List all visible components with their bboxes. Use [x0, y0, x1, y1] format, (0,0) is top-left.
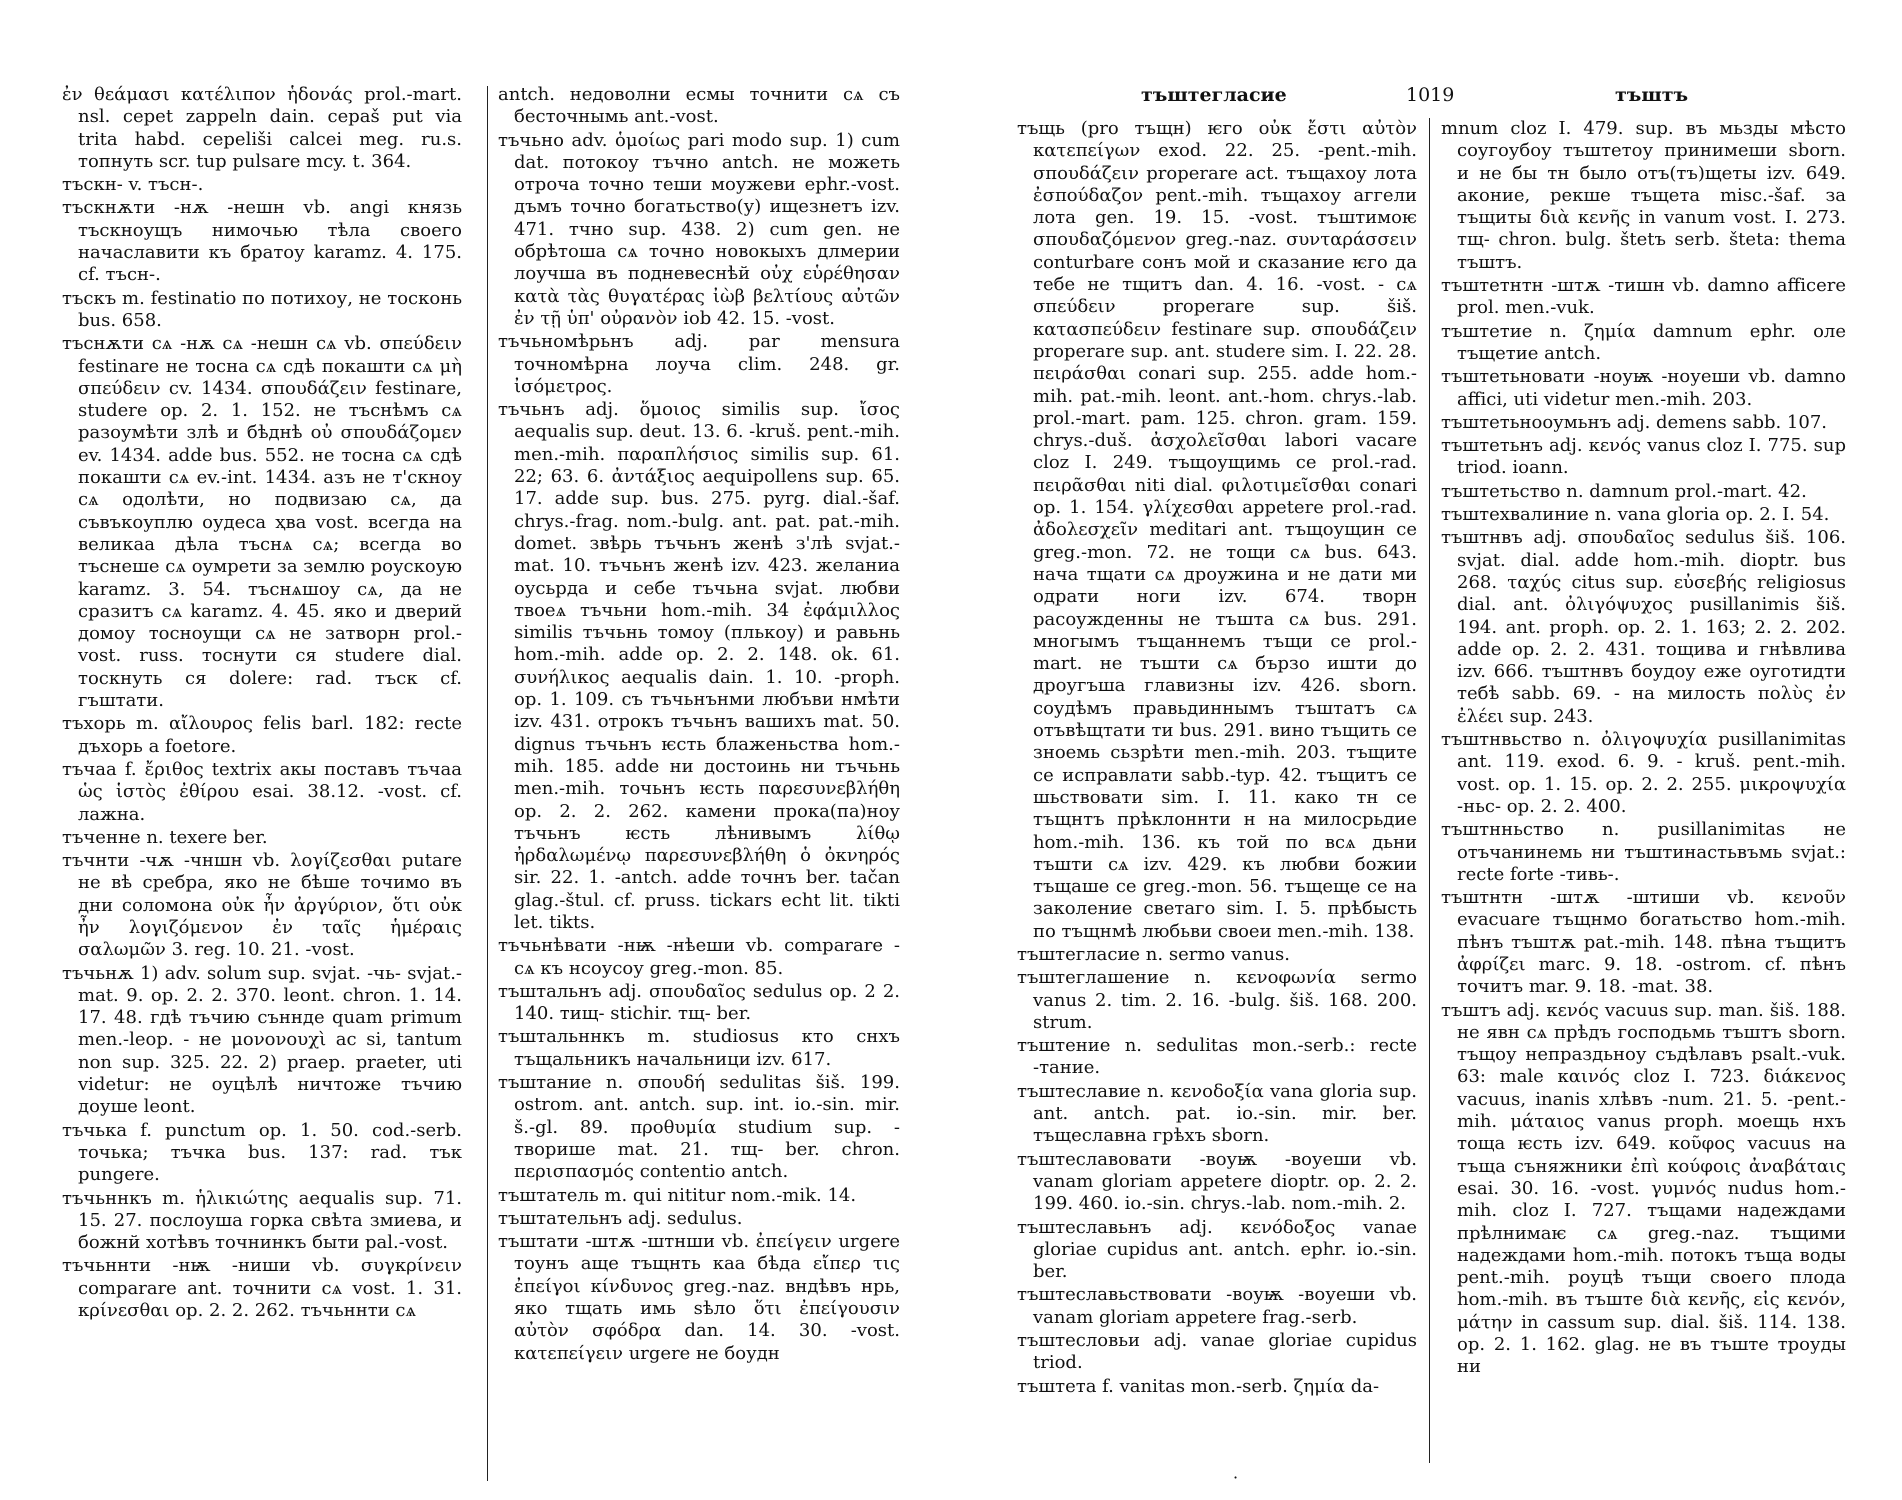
running-header-right: тъштъ	[1615, 84, 1689, 106]
dictionary-entry: тъштеславьнъ adj. κενόδοξος vanae gloriae cupidus ant. antch. ephr. io.-sin. ber.	[1017, 1216, 1417, 1283]
dictionary-entry: тъштеглашение n. κενοφωνία sermo vanus 2. tim. 2. 16. -bulg. šiš. 168. 200. strum.	[1017, 967, 1417, 1033]
dictionary-entry: тъштетие n. ζημία damnum ephr. оле тъщетие antch.	[1441, 320, 1846, 364]
dictionary-entry: тъчька f. punctum op. 1. 50. cod.-serb. точька; тъчка bus. 137: rad. тък pungere.	[62, 1119, 462, 1186]
dictionary-entry: тъштеславие n. κενοδοξία vana gloria sup. ant. antch. pat. io.-sin. mir. ber. тъщеславна грѣхъ sborn.	[1017, 1080, 1417, 1147]
dictionary-entry: тъчьномѣрьнъ adj. par mensura точномѣрна лоуча clim. 248. gr. ἰσόμετρος.	[498, 331, 900, 397]
dictionary-entry: тъштальнъ adj. σπουδαῖος sedulus op. 2 2. 140. тищ- stichir. тщ- ber.	[498, 980, 900, 1025]
dictionary-entry: тъчнти -чѫ -чншн vb. λογίζεσθαι putare не вѣ сребра, яко не бѣше точимо въ дни соломона οὐκ ἦν ἀργύριον, ὅτι οὐκ ἦν λογιζόμενον ἐν ταῖς ἡμέραις σαλωμῶν 3. reg. 10. 21. -vost.	[62, 850, 462, 961]
dictionary-entry: тъштнвьство n. ὀλιγοψυχία pusillanimitas ant. 119. exod. 6. 9. - kruš. pent.-mih. vost. op. 1. 15. op. 2. 2. 255. μικροψυχία -ньс- op. 2. 2. 400.	[1441, 729, 1846, 817]
dictionary-entry: тъштальннкъ m. studiosus кто снхъ тъщальникъ начальници izv. 617.	[498, 1026, 900, 1070]
dictionary-entry: тъштъ adj. κενός vacuus sup. man. šiš. 188. не явн сѧ прѣдъ господьмь тъштъ sborn. тъщоу непраздьноу съдѣлавъ psalt.-vuk. 63: male καινός cloz I. 723. διάκενος vacuus, inanis хлѣвъ -num. 21. 5. -pent.-mih. μάταιος vanus proph. моещь нхъ тоща ѥсть izv. 649. κοῦφος vacuus на тъща съняжники ἐπὶ κούφοις ἀναβάταις esai. 30. 16. -vost. γυμνός nudus hom.-mih. cloz I. 727. тъщами надеждами прѣлнимаѥ сѧ greg.-naz. тъщими надеждами hom.-mih. потокъ тъща воды pent.-mih. роуцѣ тъщи своего плода hom.-mih. въ тъште διὰ κενῆς, εἰς κενόν, μάτην in cassum sup. dial. šiš. 114. 138. op. 2. 1. 162. glag. не въ тъште троуды ни	[1441, 999, 1846, 1378]
dictionary-entry: тъштетьновати -ноуѭ -ноуеши vb. damno affici, uti videtur men.-mih. 203.	[1441, 366, 1846, 410]
dictionary-entry: тъснѫти сѧ -нѫ сѧ -нешн сѧ vb. σπεύδειν festinare не тосна сѧ сдѣ покашти сѧ μὴ σπεύδειν cv. 1434. σπουδάζειν festinare, studere op. 2. 1. 152. не тъснѣмъ сѧ разоумѣти злѣ и бѣднѣ οὐ σπουδάζομεν ev. 1434. adde bus. 552. не тосна сѧ сдѣ покашти сѧ ev.-int. 1434. азъ не т'скноу сѧ одолѣти, но подвизаю сѧ, да съвъкоуплю оудеса ҳва vost. всегда на великаа дѣла тъснѧ сѧ; всегда во тъснеше сѧ оумрети за землю роускоую karamz. 3. 54. тъснѧшоу сѧ, да не сразитъ сѧ karamz. 4. 45. яко и дверий домоу тосноущи сѧ не затворн prol.-vost. russ. тоснути ся studere dial. тоскнуть ся dolere: rad. тъск cf. гъштати.	[62, 333, 462, 712]
dictionary-entry: mnum cloz I. 479. sup. въ мьзды мѣсто соугоубоу тъштетоу принимеши sborn. и не бы тн было отъ(тъ)щеты izv. 649. аконие, рекше тъщета misc.-šaf. за тъщиты διὰ κενῆς in vanum vost. I. 273. тщ- chron. bulg. štetъ serb. šteta: thema тъштъ.	[1441, 118, 1846, 273]
dictionary-entry: тъченне n. texere ber.	[62, 826, 268, 848]
column-divider	[1429, 118, 1430, 1463]
dictionary-entry: тъштетьство n. damnum prol.-mart. 42.	[1441, 480, 1807, 502]
dictionary-entry: тъштание n. σπουδή sedulitas šiš. 199. ostrom. ant. antch. sup. int. io.-sin. mir. š.-gl. 89. προθυμία studium sup. - творише mat. 21. тщ- ber. chron. περισπασμός contentio antch.	[498, 1072, 900, 1183]
dictionary-entry: тъчьнѣвати -нѭ -нѣеши vb. comparare - сѧ къ нсоусоу greg.-mon. 85.	[498, 935, 900, 979]
dictionary-entry: тъштехвалиние n. vana gloria op. 2. I. 54.	[1441, 504, 1830, 526]
dictionary-entry: тъскнѫти -нѫ -нешн vb. angi князь тъскноущъ нимочью тѣла своего начаславити къ братоу karamz. 4. 175. cf. тъсн-.	[62, 197, 462, 286]
dictionary-entry: тъштеглаcие n. sermo vanus.	[1017, 943, 1291, 965]
dictionary-entry: тъштнтн -штѫ -штиши vb. κενοῦν evacuare тъщнмо богатьство hom.-mih. пѣнъ тъштѫ pat.-mih. 148. пѣна тъщитъ ἀφρίζει marc. 9. 18. -ostrom. cf. пѣнъ точитъ mar. 9. 18. -mat. 38.	[1441, 887, 1846, 998]
dictionary-entry: тъштесловьи adj. vanae gloriae cupidus triod.	[1017, 1330, 1417, 1374]
footer-mark: ·	[1233, 1468, 1239, 1487]
dictionary-entry: тъштеславовати -воуѭ -воуеши vb. vanam gloriam appetere dioptr. op. 2. 2. 199. 460. io.-sin. chrys.-lab. nom.-mih. 2.	[1017, 1148, 1417, 1215]
dictionary-entry: тъчьно adv. ὁμοίως pari modo sup. 1) cum dat. потокоу тъчно antch. не можеть отроча точно теши моужеви ephr.-vost. дъмъ точно богатьство(у) ищезнетъ izv. 471. тчно sup. 438. 2) cum gen. не обрѣтоша сѧ точно новокыхъ длмерии лоучша въ подневеснѣй οὐχ εὑρέθησαν κατὰ τὰς θυγατέρας ἰὼβ βελτίους αὐτῶν ἐν τῇ ὑπ' οὐρανὸν iob 42. 15. -vost.	[498, 129, 900, 329]
right-page-column-1	[1017, 118, 1417, 1498]
dictionary-entry: тъштеславьствовати -воуѭ -воуеши vb. vanam gloriam appetere frag.-serb.	[1017, 1284, 1417, 1328]
dictionary-entry: ἐν θεάμασι κατέλιπον ἡδονάς prol.-mart. nsl. cepet zappeln dain. cepaš put via trita habd. cepeliši calcei meg. ru.s. топнуть scr. tup pulsare mcy. t. 364.	[62, 84, 462, 172]
dictionary-entry: тъчьнѫ 1) adv. solum sup. svjat. -чь- svjat.-mat. 9. op. 2. 2. 370. leont. chron. 1. 14. 17. 48. гдѣ тъчию съннде quam primum men.-leop. - не μονονουχὶ ac si, tantum non sup. 325. 22. 2) praep. praeter, uti videtur: не оуцѣлѣ ничтоже тъчию доуше leont.	[62, 962, 462, 1118]
page-number: 1019	[1406, 84, 1455, 106]
dictionary-entry: тъчьннти -нѭ -ниши vb. συγκρίνειν comparare ant. точнити сѧ vost. 1. 31. κρίνεσθαι op. 2. 2. 262. тъчьннти сѧ	[62, 1255, 462, 1322]
dictionary-entry: тъштательнъ adj. sedulus.	[498, 1207, 743, 1229]
dictionary-entry: тъштнвъ adj. σπουδαῖος sedulus šiš. 106. svjat. dial. adde hom.-mih. dioptr. bus 268. ταχύς citus sup. εὐσεβής religiosus dial. ant. ὀλιγόψυχος pusillanimis šiš. 194. ant. proph. op. 2. 1. 163; 2. 2. 202. adde op. 2. 2. 431. тощива и гнѣвлива izv. 666. тъштнвъ боудоу еже оуготидти тебѣ sabb. 69. - на милость πολὺς ἐν ἐλέει sup. 243.	[1441, 527, 1846, 727]
dictionary-entry: тъштета f. vanitas mon.-serb. ζημία da-	[1017, 1375, 1380, 1397]
right-page-column-2	[1441, 118, 1846, 1498]
dictionary-entry: тъчьннкъ m. ἡλικιώτης aequalis sup. 71. 15. 27. послоуша горка свѣта змиева, и божнй хотѣвъ точнинкъ быти pal.-vost.	[62, 1187, 462, 1254]
dictionary-entry: тъскъ m. festinatio по потихоу, не тосконь bus. 658.	[62, 287, 462, 331]
dictionary-entry: тъчьнъ adj. ὅμοιος similis sup. ἴσος aequalis sup. deut. 13. 6. -kruš. pent.-mih. men.-mih. παραπλήσιος similis sup. 61. 22; 63. 6. ἀντάξιος aequipollens sup. 65. 17. adde sup. bus. 275. pyrg. dial.-šaf. chrys.-frag. nom.-bulg. ant. pat. pat.-mih. domet. звѣрь тъчьнъ женѣ з'лѣ svjat.-mat. 10. тъчьнъ женѣ izv. 423. желаниа оусьрда и себе тъчьна svjat. любви твоеѧ тъчьни hom.-mih. 34 ἐφάμιλλος similis тъчьнь томоу (плькоу) и равьнь hom.-mih. adde op. 2. 2. 148. ok. 61. συνήλικος aequalis dain. 1. 10. -proph. op. 1. 109. съ тъчьнънми любъви нмѣти izv. 431. отрокъ тъчьнъ вашихъ mat. 50. dignus тъчьнъ ѥсть блаженьства hom.-mih. 185. adde ни достоинь ни тъчьнь men.-mih. точьнъ ѥсть παρεσυνεβλήθη op. 2. 2. 262. камени прока(па)ноу тъчьнъ ѥсть лѣнивымъ λίθῳ ἠρδαλωμένῳ παρεσυνεβλήθη ὁ ὀκνηρός sir. 22. 1. -antch. adde точнъ ber. tačan glag.-štul. cf. pruss. tickars echt lit. tikti let. tikts.	[498, 399, 900, 933]
dictionary-entry: тъштетьнъ adj. κενός vanus cloz I. 775. sup triod. ioann.	[1441, 435, 1846, 479]
running-header-left: тъштеглаcие	[1141, 84, 1287, 106]
dictionary-entry: тъштати -штѫ -штнши vb. ἐπείγειν urgere тоунъ аще тъщнть каа бѣда εἴπερ τις ἐπείγοι κίνδυνος greg.-naz. вндѣвъ нрь, яко тщать имь ѕѣло ὅτι ἐπείγουσιν αὐτὸν σφόδρα dan. 14. 30. -vost. κατεπείγειν urgere не боудн	[498, 1231, 900, 1364]
left-page-column-2	[498, 84, 900, 1494]
dictionary-entry: тъштнньство n. pusillanimitas не отъчанинемь ни тъштинастьвъмь svjat.: recte forte -тивь-.	[1441, 819, 1846, 885]
dictionary-entry: тъскн- v. тъсн-.	[62, 174, 204, 196]
right-page	[951, 0, 1902, 1500]
dictionary-entry: тъчаа f. ἔριθος textrix акы поставъ тъчаа ὡς ἱστὸς ἐθίρου esai. 38.12. -vost. cf. лажна.	[62, 758, 462, 825]
dictionary-entry: antch. недоволни есмы точнити сѧ съ бесточнымь ant.-vost.	[498, 84, 900, 128]
dictionary-entry: тъштатель m. qui nititur nom.-mik. 14.	[498, 1184, 857, 1206]
left-page-column-1	[62, 84, 462, 1494]
dictionary-entry: тъштение n. sedulitas mon.-serb.: recte -тание.	[1017, 1035, 1417, 1079]
dictionary-entry: тъштетьноoумьнъ adj. demens sabb. 107.	[1441, 411, 1828, 433]
dictionary-entry: тъштетнтн -штѫ -тишн vb. damno afficere prol. men.-vuk.	[1441, 275, 1846, 319]
column-divider	[487, 86, 488, 1481]
dictionary-entry: тъщь (pro тъщн) ѥго οὐκ ἔστι αὐτὸν κατεπείγων exod. 22. 25. -pent.-mih. σπουδάζειν properare act. тъщахоу лота ἐσπούδαζον pent.-mih. тъщахоу аггели лота gen. 19. 15. -vost. тъштимоѥ σπουδαζόμενον greg.-naz. συνταράσσειν conturbare сонъ мой и сказание ѥго да тебе не тщитъ dan. 4. 16. -vost. - сѧ σπεύδειν properare sup. šiš. κατασπεύδειν festinare sup. σπουδάζειν properare sup. ant. studere sim. I. 22. 28. πειράσθαι conari sup. 255. adde hom.-mih. pat.-mih. leont. ant.-hom. chrys.-lab. prol.-mart. pam. 125. chron. gram. 159. chrys.-duš. ἀσχολεῖσθαι labori vacare cloz I. 249. тъщоущимь се prol.-rad. πειρᾶσθαι niti dial. φιλοτιμεῖσθαι conari op. 1. 154. γλίχεσθαι appetere prol.-rad. ἀδολεσχεῖν meditari ant. тъщоущин се greg.-mon. 72. не тощи сѧ bus. 643. нача тщати сѧ дроужина и не дати ми одрати ноги izv. 674. творн расоужденны не тъшта сѧ bus. 291. многымъ тъщаннемъ тъщи се prol.-mart. не тъшти сѧ бързо ишти до дроугъша главизны izv. 426. sborn. соудѣмъ правьдиннымъ тъштатъ сѧ отъвѣщтати ти bus. 291. вино тъщить се зноемь сьзрѣти men.-mih. 203. тъщите се исправлати sabb.-typ. 42. тъщитъ се шьствовати sim. I. 11. како тн се тъщнтъ прѣклоннти н на милосрьдие hom.-mih. 136. къ той по всѧ дьни тъшти сѧ izv. 429. къ любви божии тъщаше се greg.-mon. 56. тъщеще се на заколение светаго sim. I. 5. прѣбысть по тъщнмѣ любьви своеи men.-mih. 138.	[1017, 118, 1417, 942]
dictionary-entry: тъхорь m. αἴλουρος felis barl. 182: recte дъхорь a foetore.	[62, 713, 462, 757]
